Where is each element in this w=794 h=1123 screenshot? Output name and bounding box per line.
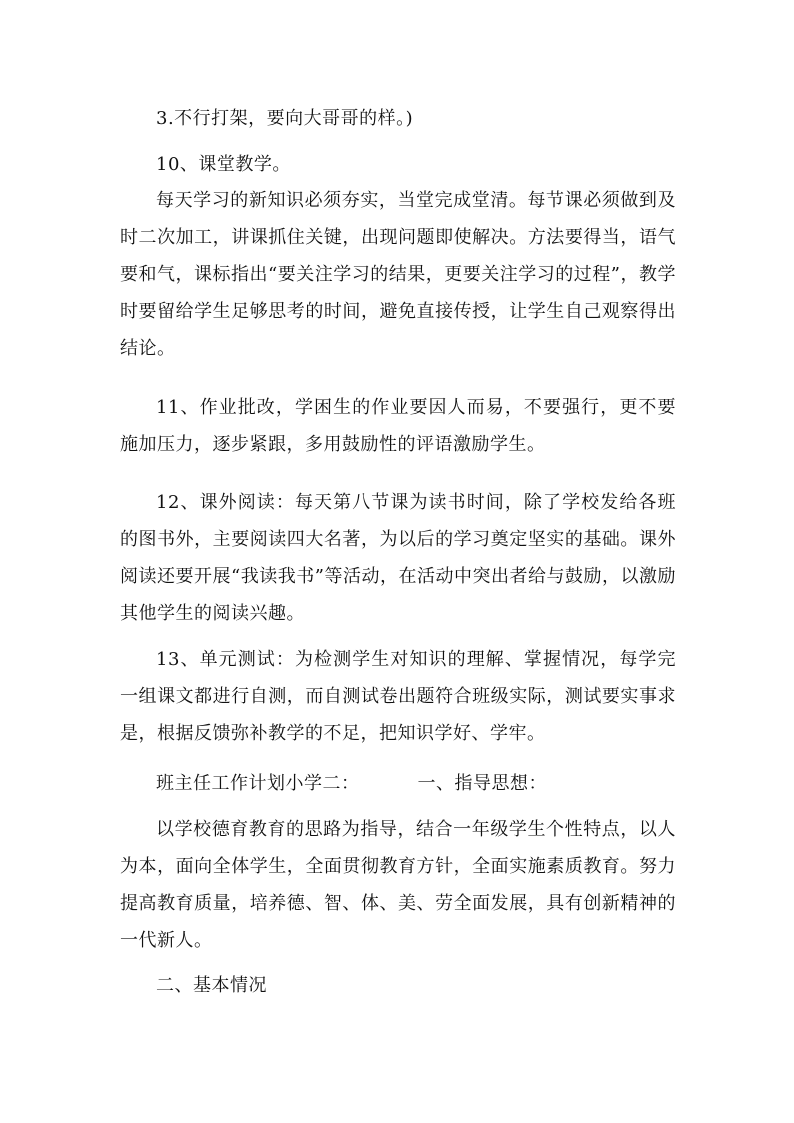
section-12-paragraph: 12、课外阅读：每天第八节课为读书时间，除了学校发给各班的图书外，主要阅读四大名著，为以后的学习奠定坚实的基础。课外阅读还要开展“我读我书”等活动，在活动中突出者给与鼓励，以激励其他学生的阅读兴趣。 [120,492,676,624]
item-3-closing-line: 3.不行打架，要向大哥哥的样。) [156,108,414,129]
guiding-thought-heading: 一、指导思想： [417,773,547,794]
guiding-thought-paragraph: 以学校德育教育的思路为指导，结合一年级学生个性特点，以人为本，面向全体学生，全面贯彻教育方针，全面实施素质教育。努力提高教育质量，培养德、智、体、美、劳全面发展，具有创新精神的一代新人。 [120,819,676,951]
section-11-paragraph: 11、作业批改，学困生的作业要因人而易，不要强行，更不要施加压力，逐步紧跟，多用鼓励性的评语激励学生。 [120,397,676,455]
section-10-paragraph: 每天学习的新知识必须夯实，当堂完成堂清。每节课必须做到及时二次加工，讲课抓住关键，出现问题即使解决。方法要得当，语气要和气，课标指出“要关注学习的结果，更要关注学习的过程”，教学时要留给学生足够思考的时间，避免直接传授，让学生自己观察得出结论。 [120,190,676,359]
section-10-heading: 10、课堂教学。 [156,154,291,175]
basic-situation-heading: 二、基本情况 [156,975,267,996]
plan-title: 班主任工作计划小学二： [156,773,360,794]
plan-title-line [120,765,676,802]
section-13-paragraph: 13、单元测试：为检测学生对知识的理解、掌握情况，每学完一组课文都进行自测，而自测试卷出题符合班级实际，测试要实事求是，根据反馈弥补教学的不足，把知识学好、学牢。 [120,649,676,744]
